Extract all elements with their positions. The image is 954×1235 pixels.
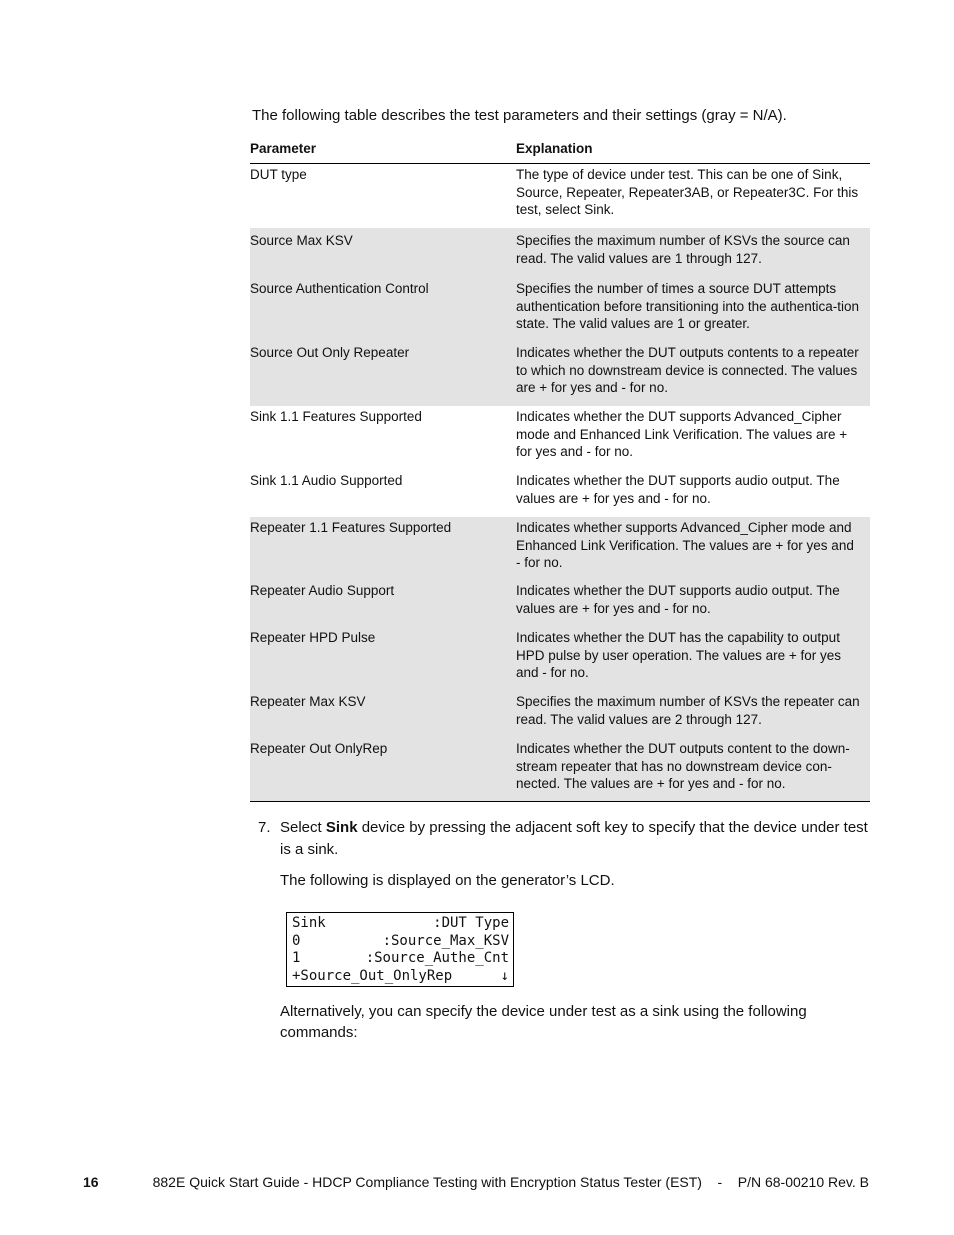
row-explanation: Indicates whether the DUT has the capability to output HPD pulse by user operation. The values are + for yes and - for no. [516, 630, 842, 680]
row-parameter: Repeater Out OnlyRep [250, 741, 388, 756]
intro-paragraph: The following table describes the test parameters and their settings (gray = N/A). [252, 107, 787, 124]
lcd-display [286, 912, 514, 987]
step-text-prefix: Select [280, 819, 326, 836]
lcd-line [292, 915, 509, 933]
step-text [280, 817, 870, 861]
row-parameter: Repeater HPD Pulse [250, 630, 376, 645]
footer-title: 882E Quick Start Guide - HDCP Compliance Testing with Encryption Status Tester (EST) - P/N 68-00210 Rev. B [152, 1174, 869, 1190]
header-parameter: Parameter [250, 141, 317, 156]
lcd-line [292, 933, 509, 951]
step-7 [258, 817, 870, 861]
table-row [250, 278, 870, 342]
lcd-line [292, 950, 509, 968]
table-row [250, 627, 870, 691]
scroll-down-arrow-icon: ↓ [500, 967, 509, 984]
table-row [250, 342, 870, 406]
table-row [250, 580, 870, 627]
lcd-line-value: Sink [292, 915, 326, 931]
alternative-paragraph: Alternatively, you can specify the device under test as a sink using the following commands: [280, 1003, 807, 1041]
table-row [250, 691, 870, 738]
table-bottom-rule [250, 801, 870, 802]
lcd-line-label: :Source_Max_KSV [382, 932, 509, 949]
lcd-caption: The following is displayed on the generator’s LCD. [280, 872, 615, 889]
row-parameter: Sink 1.1 Features Supported [250, 409, 422, 424]
row-parameter: DUT type [250, 167, 307, 182]
row-parameter: Source Authentication Control [250, 281, 429, 296]
row-parameter: Repeater 1.1 Features Supported [250, 520, 452, 535]
row-parameter: Source Out Only Repeater [250, 345, 410, 360]
row-explanation: Indicates whether the DUT supports audio output. The values are + for yes and - for no. [516, 583, 840, 616]
lcd-line [292, 968, 509, 986]
step-text-bold: Sink [325, 819, 358, 836]
page-footer [83, 1172, 869, 1192]
table-row [250, 517, 870, 580]
lcd-line-label: :Source_Authe_Cnt [365, 950, 509, 966]
parameter-table [250, 139, 870, 802]
row-parameter: Source Max KSV [250, 233, 353, 248]
table-row [250, 406, 870, 470]
table-row [250, 738, 870, 801]
row-explanation: Specifies the maximum number of KSVs the source can read. The valid values are 1 through 127. [516, 233, 850, 266]
row-explanation: Specifies the number of times a source DUT attempts authentication before transitioning into the authentica-tion state. The valid values are 1 or greater. [516, 281, 859, 331]
row-explanation: Indicates whether the DUT outputs content to the down-stream repeater that has no downstream device con-nected. The values are + for yes and - for no. [516, 741, 850, 791]
page-number: 16 [83, 1174, 99, 1190]
row-parameter: Repeater Audio Support [250, 583, 395, 598]
lcd-line-label: :DUT Type [433, 915, 509, 931]
row-explanation: Specifies the maximum number of KSVs the repeater can read. The valid values are 2 through 127. [516, 694, 860, 727]
row-explanation: Indicates whether the DUT supports audio output. The values are + for yes and - for no. [516, 473, 840, 506]
row-explanation: Indicates whether supports Advanced_Cipher mode and Enhanced Link Verification. The values are + for yes and - for no. [516, 520, 854, 570]
step-text-suffix: device by pressing the adjacent soft key to specify that the device under test is a sink. [280, 819, 868, 858]
step-number: 7. [258, 819, 271, 836]
row-parameter: Sink 1.1 Audio Supported [250, 473, 403, 488]
row-parameter: Repeater Max KSV [250, 694, 366, 709]
table-row [250, 470, 870, 517]
row-explanation: The type of device under test. This can be one of Sink, Source, Repeater, Repeater3AB, or Repeater3C. For this test, select Sink. [516, 167, 859, 217]
lcd-line-value: 1 [292, 950, 301, 966]
row-explanation: Indicates whether the DUT supports Advanced_Cipher mode and Enhanced Link Verification. The values are + for yes and - for no. [516, 409, 848, 459]
row-explanation: Indicates whether the DUT outputs contents to a repeater to which no downstream device is connected. The values are + for yes and - for no. [516, 345, 859, 395]
table-header-row [250, 139, 870, 164]
table-row [250, 164, 870, 228]
lcd-line-value: +Source_Out_OnlyRep [292, 967, 453, 984]
header-explanation: Explanation [516, 141, 593, 156]
table-row [250, 228, 870, 278]
lcd-line-value: 0 [292, 932, 301, 949]
